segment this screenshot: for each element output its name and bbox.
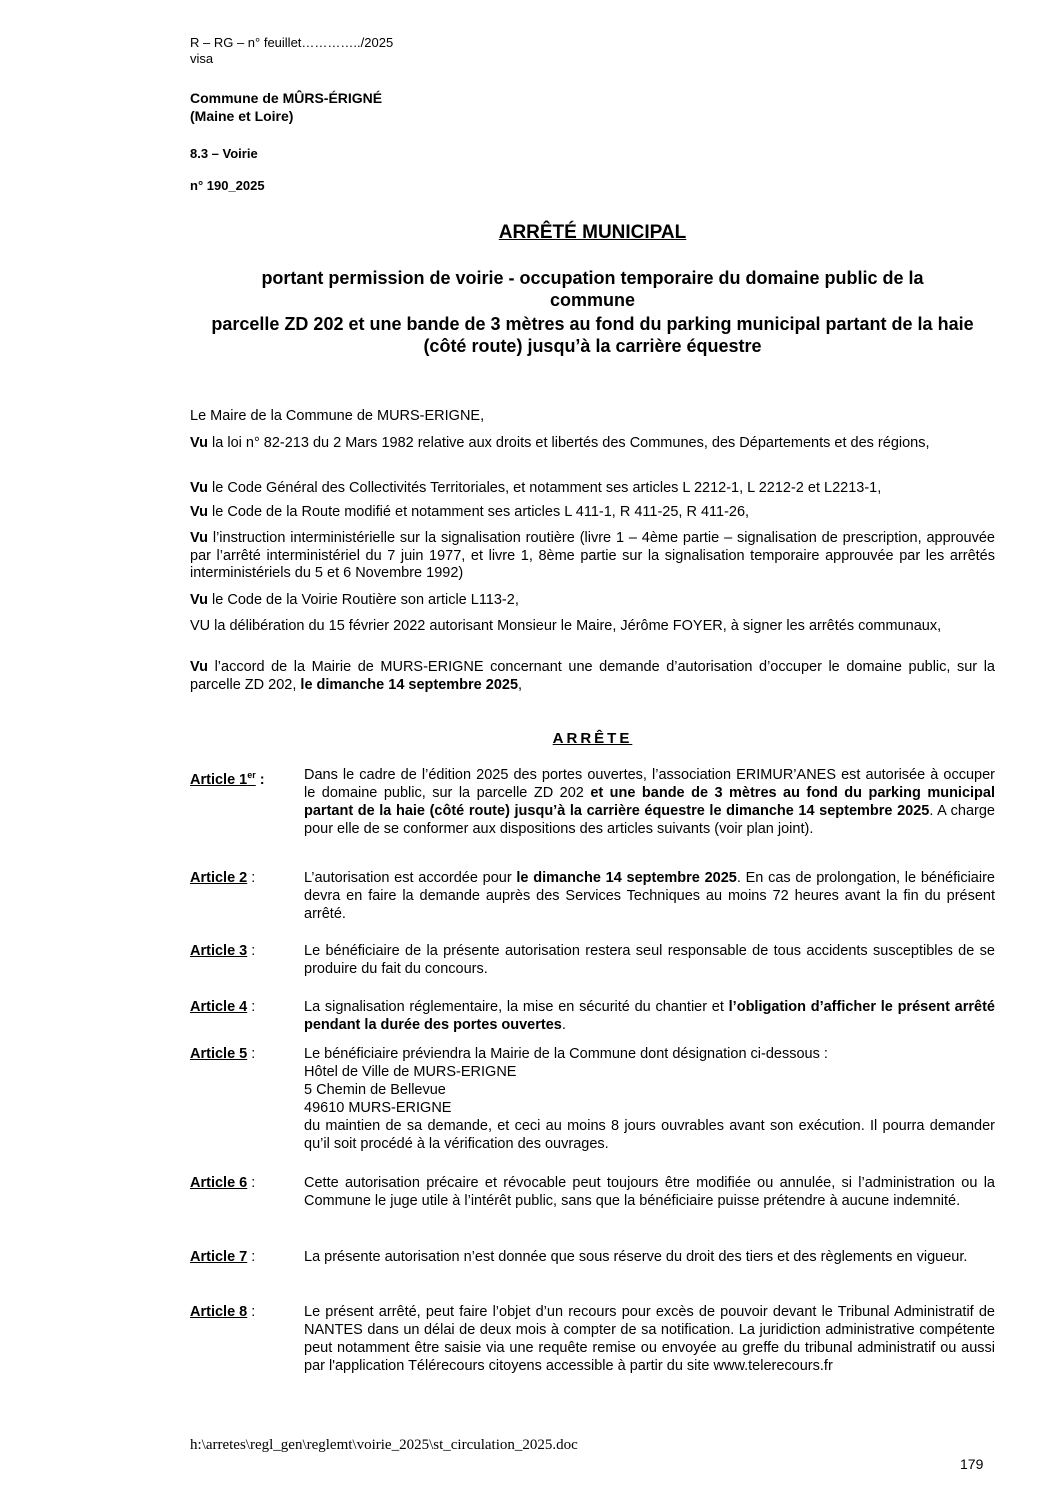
article-8-text: Le présent arrêté, peut faire l’objet d’un recours pour excès de pouvoir devant le Tribunal Administratif de NANTES dans un délai de deux mois à compter de sa notification. La juridiction administrative compétente peut notamment être saisie via une requête remise ou envoyée au greffe du tribunal administratif ou aussi par l'application Télérecours citoyens accessible à partir du site www.telerecours.fr [304, 1304, 995, 1374]
article-5-line-2: Hôtel de Ville de MURS-ERIGNE [304, 1064, 517, 1080]
article-4-text: La signalisation réglementaire, la mise en sécurité du chantier et l’obligation d’afficher le présent arrêté pendant la durée des portes ouvertes. [304, 999, 995, 1033]
article-5-line-1: Le bénéficiaire préviendra la Mairie de la Commune dont désignation ci-dessous : [304, 1046, 828, 1062]
document-title: ARRÊTÉ MUNICIPAL [498, 222, 687, 243]
commune-name: Commune de MÛRS-ÉRIGNÉ [190, 90, 383, 106]
article-4-label: Article 4 : [190, 999, 256, 1015]
article-1-label: Article 1er : [190, 770, 265, 788]
preamble-vu-6: VU la délibération du 15 février 2022 autorisant Monsieur le Maire, Jérôme FOYER, à signer les arrêtés communaux, [190, 618, 942, 634]
article-6-text: Cette autorisation précaire et révocable peut toujours être modifiée ou annulée, si l’administration ou la Commune le juge utile à l’intérêt public, sans que la bénéficiaire puisse prétendre à aucune indemnité. [304, 1175, 995, 1209]
arrete-heading: ARRÊTE [552, 730, 633, 747]
preamble-vu-4: Vu l’instruction interministérielle sur la signalisation routière (livre 1 – 4ème partie – signalisation de prescription, approuvée par l’arrêté interministériel du 7 juin 1977, et livre 1, 8ème partie sur la signalisation temporaire approuvée par les arrêtés interministériels du 5 et 6 Novembre 1992) [190, 530, 995, 581]
article-1-text: Dans le cadre de l’édition 2025 des portes ouvertes, l’association ERIMUR’ANES est autorisée à occuper le domaine public, sur la parcelle ZD 202 et une bande de 3 mètres au fond du parking municipal partant de la haie (côté route) jusqu’à la carrière équestre le dimanche 14 septembre 2025. A charge pour elle de se conformer aux dispositions des articles suivants (voir plan joint). [304, 767, 995, 837]
preamble-vu-7: Vu l’accord de la Mairie de MURS-ERIGNE concernant une demande d’autorisation d’occuper le domaine public, sur la parcelle ZD 202, le dimanche 14 septembre 2025, [190, 659, 995, 693]
page-number: 179 [960, 1456, 984, 1472]
article-5-line-4: 49610 MURS-ERIGNE [304, 1100, 452, 1116]
document-subtitle-2: parcelle ZD 202 et une bande de 3 mètres au fond du parking municipal partant de la haie (côté route) jusqu’à la carrière équestre [211, 314, 974, 356]
visa-label: visa [190, 51, 214, 66]
departement-name: (Maine et Loire) [190, 108, 294, 124]
article-5-line-5: du maintien de sa demande, et ceci au moins 8 jours ouvrables avant son exécution. Il pourra demander qu’il soit procédé à la vérification des ouvrages. [304, 1118, 995, 1152]
article-5-label: Article 5 : [190, 1046, 256, 1062]
article-2-text: L’autorisation est accordée pour le dimanche 14 septembre 2025. En cas de prolongation, le bénéficiaire devra en faire la demande auprès des Services Techniques au moins 72 heures avant la fin du présent arrêté. [304, 870, 995, 922]
article-8-label: Article 8 : [190, 1304, 256, 1320]
article-6-label: Article 6 : [190, 1175, 256, 1191]
article-3-text: Le bénéficiaire de la présente autorisation restera seul responsable de tous accidents susceptibles de se produire du fait du concours. [304, 943, 995, 977]
category-label: 8.3 – Voirie [190, 146, 258, 161]
article-5-line-3: 5 Chemin de Bellevue [304, 1082, 446, 1098]
arrete-number: n° 190_2025 [190, 178, 265, 193]
article-2-label: Article 2 : [190, 870, 256, 886]
document-subtitle-1: portant permission de voirie - occupation temporaire du domaine public de la commune [261, 268, 924, 310]
article-7-label: Article 7 : [190, 1249, 256, 1265]
article-3-label: Article 3 : [190, 943, 256, 959]
feuillet-reference: R – RG – n° feuillet…………../2025 [190, 35, 394, 50]
preamble-vu-1: Vu la loi n° 82-213 du 2 Mars 1982 relative aux droits et libertés des Communes, des Départements et des régions, [190, 435, 930, 451]
preamble-intro: Le Maire de la Commune de MURS-ERIGNE, [190, 408, 485, 424]
article-7-text: La présente autorisation n’est donnée que sous réserve du droit des tiers et des règlements en vigueur. [304, 1249, 968, 1265]
footer-file-path: h:\arretes\regl_gen\reglemt\voirie_2025\st_circulation_2025.doc [190, 1437, 578, 1453]
article-5-text [304, 1045, 995, 1153]
preamble-vu-5: Vu le Code de la Voirie Routière son article L113-2, [190, 592, 519, 608]
preamble-vu-2: Vu le Code Général des Collectivités Territoriales, et notamment ses articles L 2212-1, L 2212-2 et L2213-1, [190, 480, 882, 496]
preamble-vu-3: Vu le Code de la Route modifié et notamment ses articles L 411-1, R 411-25, R 411-26, [190, 504, 750, 520]
